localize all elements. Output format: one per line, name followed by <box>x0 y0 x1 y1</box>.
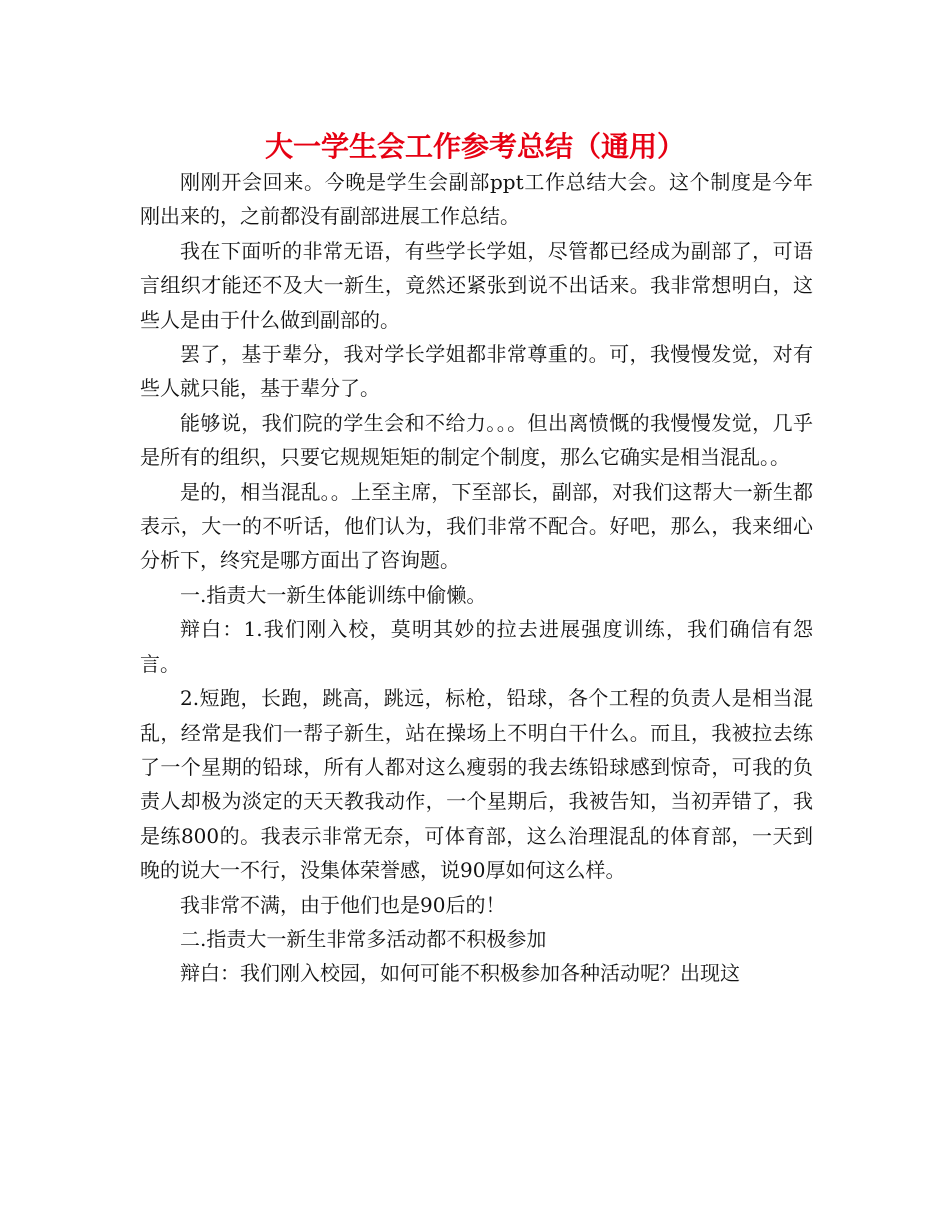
paragraph: 是的，相当混乱。。上至主席，下至部长，副部，对我们这帮大一新生都表示，大一的不听话，他们认为，我们非常不配合。好吧，那么，我来细心分析下，终究是哪方面出了咨询题。 <box>140 479 813 573</box>
paragraph: 辩白：1.我们刚入校，莫明其妙的拉去进展强度训练，我们确信有怨言。 <box>140 617 813 676</box>
document-title: 大一学生会工作参考总结（通用） <box>264 130 685 163</box>
paragraph: 我非常不满，由于他们也是90后的！ <box>180 892 506 917</box>
section-heading: 一.指责大一新生体能训练中偷懒。 <box>180 582 487 607</box>
paragraph: 我在下面听的非常无语，有些学长学姐，尽管都已经成为副部了，可语言组织才能还不及大一新生，竟然还紧张到说不出话来。我非常想明白，这些人是由于什么做到副部的。 <box>140 238 813 332</box>
section-heading: 二.指责大一新生非常多活动都不积极参加 <box>180 926 547 951</box>
paragraph: 2.短跑，长跑，跳高，跳远，标枪，铅球，各个工程的负责人是相当混乱，经常是我们一帮子新生，站在操场上不明白干什么。而且，我被拉去练了一个星期的铅球，所有人都对这么瘦弱的我去练铅球感到惊奇，可我的负责人却极为淡定的天天教我动作，一个星期后，我被告知，当初弄错了，我是练800的。我表示非常无奈，可体育部，这么治理混乱的体育部，一天到晚的说大一不行，没集体荣誉感，说90厚如何这么样。 <box>140 686 813 883</box>
paragraph: 刚刚开会回来。今晚是学生会副部ppt工作总结大会。这个制度是今年刚出来的，之前都没有副部进展工作总结。 <box>140 170 813 229</box>
paragraph: 辩白：我们刚入校园，如何可能不积极参加各种活动呢？出现这 <box>180 961 740 986</box>
paragraph: 能够说，我们院的学生会和不给力。。。但出离愤慨的我慢慢发觉，几乎是所有的组织，只要它规规矩矩的制定个制度，那么它确实是相当混乱。。 <box>140 410 813 470</box>
document-body <box>140 165 813 991</box>
paragraph: 罢了，基于辈分，我对学长学姐都非常尊重的。可，我慢慢发觉，对有些人就只能，基于辈分了。 <box>140 342 813 401</box>
